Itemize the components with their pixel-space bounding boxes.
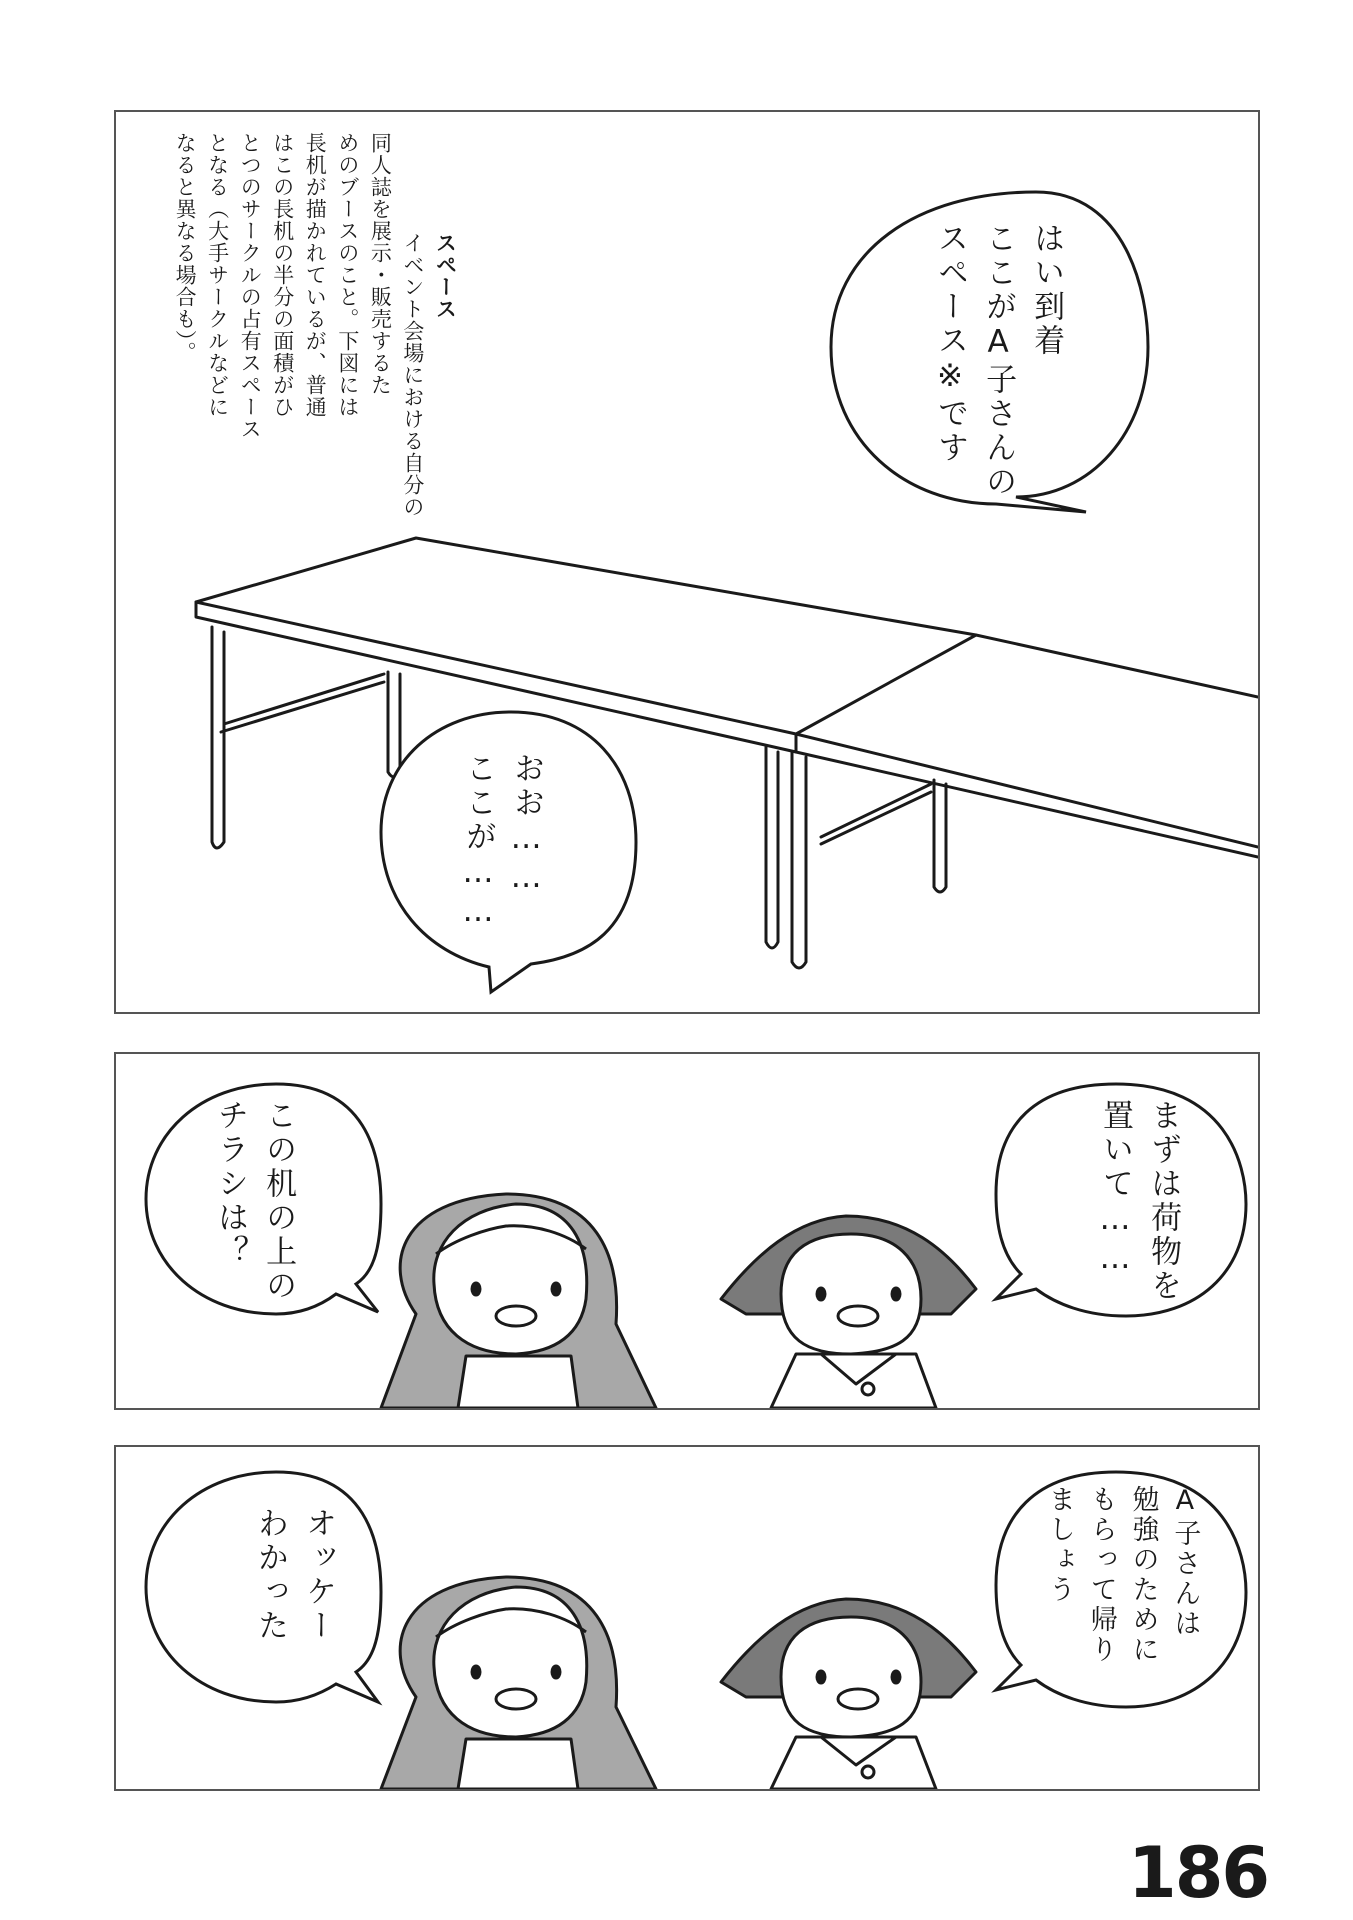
annotation-body: イベント会場における自分の 同人誌を展示・販売するた めのブースのこと。下図には 長机が描かれているが、普通 はこの長机の半分の面積がひ とつのサークルの占有スペース となる（大手サークルなどに なると異なる場合も）。 — [173, 132, 425, 518]
bubble-text-arrival: はい到着 ここがA子さんの スペース※です — [932, 222, 1065, 499]
page-number: 186 — [1128, 1832, 1269, 1914]
panel-characters-2 — [114, 1445, 1260, 1791]
panel-characters-1 — [114, 1052, 1260, 1410]
bubble-text-okay: オッケー わかった — [252, 1507, 337, 1643]
panel-table-scene — [114, 110, 1260, 1014]
bubble-text-take-home: A子さんは 勉強のために もらって帰り ましょう — [1043, 1485, 1201, 1665]
annotation-heading: スペース — [433, 232, 458, 320]
annotation-note — [136, 132, 494, 532]
bubble-text-oh-here: おお…… ここが…… — [460, 752, 545, 932]
bubble-text-flyers-question: この机の上の チラシは？ — [212, 1099, 297, 1303]
bubble-text-put-luggage: まずは荷物を 置いて…… — [1097, 1099, 1182, 1303]
